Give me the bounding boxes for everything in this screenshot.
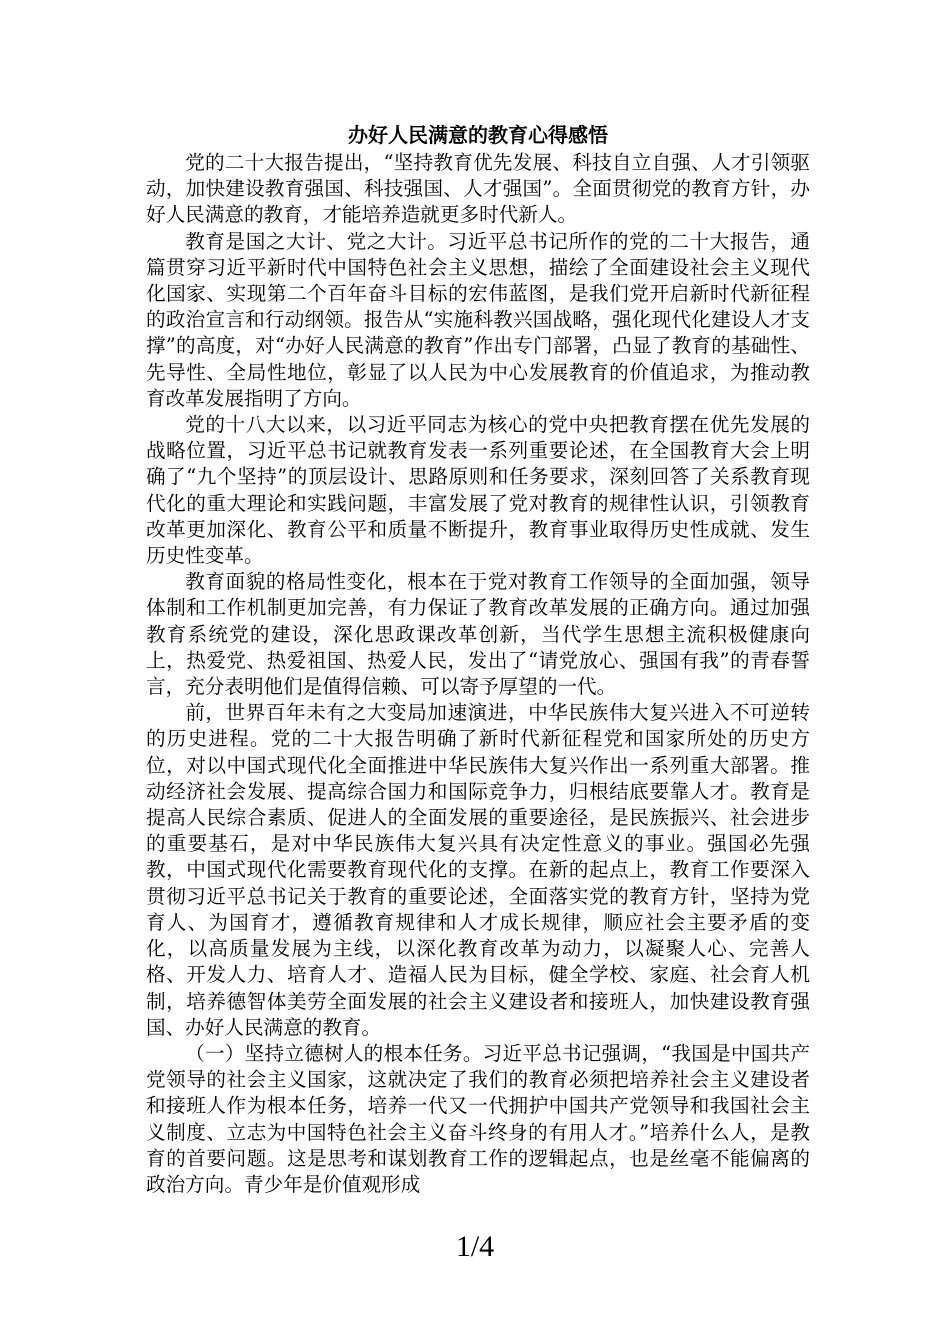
paragraph: （一）坚持立德树人的根本任务。习近平总书记强调，“我国是中国共产党领导的社会主义国家，这就决定了我们的教育必须把培养社会主义建设者和接班人作为根本任务，培养一代又一代拥护中国共产党领导和我国社会主义制度、立志为中国特色社会主义奋斗终身的有用人才。”培养什么人，是教育的首要问题。这是思考和谋划教育工作的逻辑起点，也是丝毫不能偏离的政治方向。青少年是价值观形成 (146, 1041, 810, 1196)
document-title: 办好人民满意的教育心得感悟 (348, 123, 608, 147)
paragraph: 前，世界百年未有之大变局加速演进，中华民族伟大复兴进入不可逆转的历史进程。党的二十大报告明确了新时代新征程党和国家所处的历史方位，对以中国式现代化全面推进中华民族伟大复兴作出一系列重大部署。推动经济社会发展、提高综合国力和国际竞争力，归根结底要靠人才。教育是提高人民综合素质、促进人的全面发展的重要途径，是民族振兴、社会进步的重要基石，是对中华民族伟大复兴具有决定性意义的事业。强国必先强教，中国式现代化需要教育现代化的支撑。在新的起点上，教育工作要深入贯彻习近平总书记关于教育的重要论述，全面落实党的教育方针，坚持为党育人、为国育才，遵循教育规律和人才成长规律，顺应社会主要矛盾的变化，以高质量发展为主线，以深化教育改革为动力，以凝聚人心、完善人格、开发人力、培育人才、造福人民为目标，健全学校、家庭、社会育人机制，培养德智体美劳全面发展的社会主义建设者和接班人，加快建设教育强国、办好人民满意的教育。 (146, 701, 810, 1039)
paragraph: 党的二十大报告提出，“坚持教育优先发展、科技自立自强、人才引领驱动，加快建设教育强国、科技强国、人才强国”。全面贯彻党的教育方针，办好人民满意的教育，才能培养造就更多时代新人。 (146, 151, 810, 227)
paragraph: 教育是国之大计、党之大计。习近平总书记所作的党的二十大报告，通篇贯穿习近平新时代中国特色社会主义思想，描绘了全面建设社会主义现代化国家、实现第二个百年奋斗目标的宏伟蓝图，是我们党开启新时代新征程的政治宣言和行动纲领。报告从“实施科教兴国战略，强化现代化建设人才支撑”的高度，对“办好人民满意的教育”作出专门部署，凸显了教育的基础性、先导性、全局性地位，彰显了以人民为中心发展教育的价值追求，为推动教育改革发展指明了方向。 (146, 229, 810, 410)
page-number: 1/4 (455, 1230, 495, 1263)
paragraph: 党的十八大以来，以习近平同志为核心的党中央把教育摆在优先发展的战略位置，习近平总书记就教育发表一系列重要论述，在全国教育大会上明确了“九个坚持”的顶层设计、思路原则和任务要求，深刻回答了关系教育现代化的重大理论和实践问题，丰富发展了党对教育的规律性认识，引领教育改革更加深化、教育公平和质量不断提升，教育事业取得历史性成就、发生历史性变革。 (146, 413, 810, 568)
paragraph: 教育面貌的格局性变化，根本在于党对教育工作领导的全面加强，领导体制和工作机制更加完善，有力保证了教育改革发展的正确方向。通过加强教育系统党的建设，深化思政课改革创新，当代学生思想主流积极健康向上，热爱党、热爱祖国、热爱人民，发出了“请党放心、强国有我”的青春誓言，充分表明他们是值得信赖、可以寄予厚望的一代。 (146, 570, 810, 699)
document-page (146, 120, 810, 1198)
